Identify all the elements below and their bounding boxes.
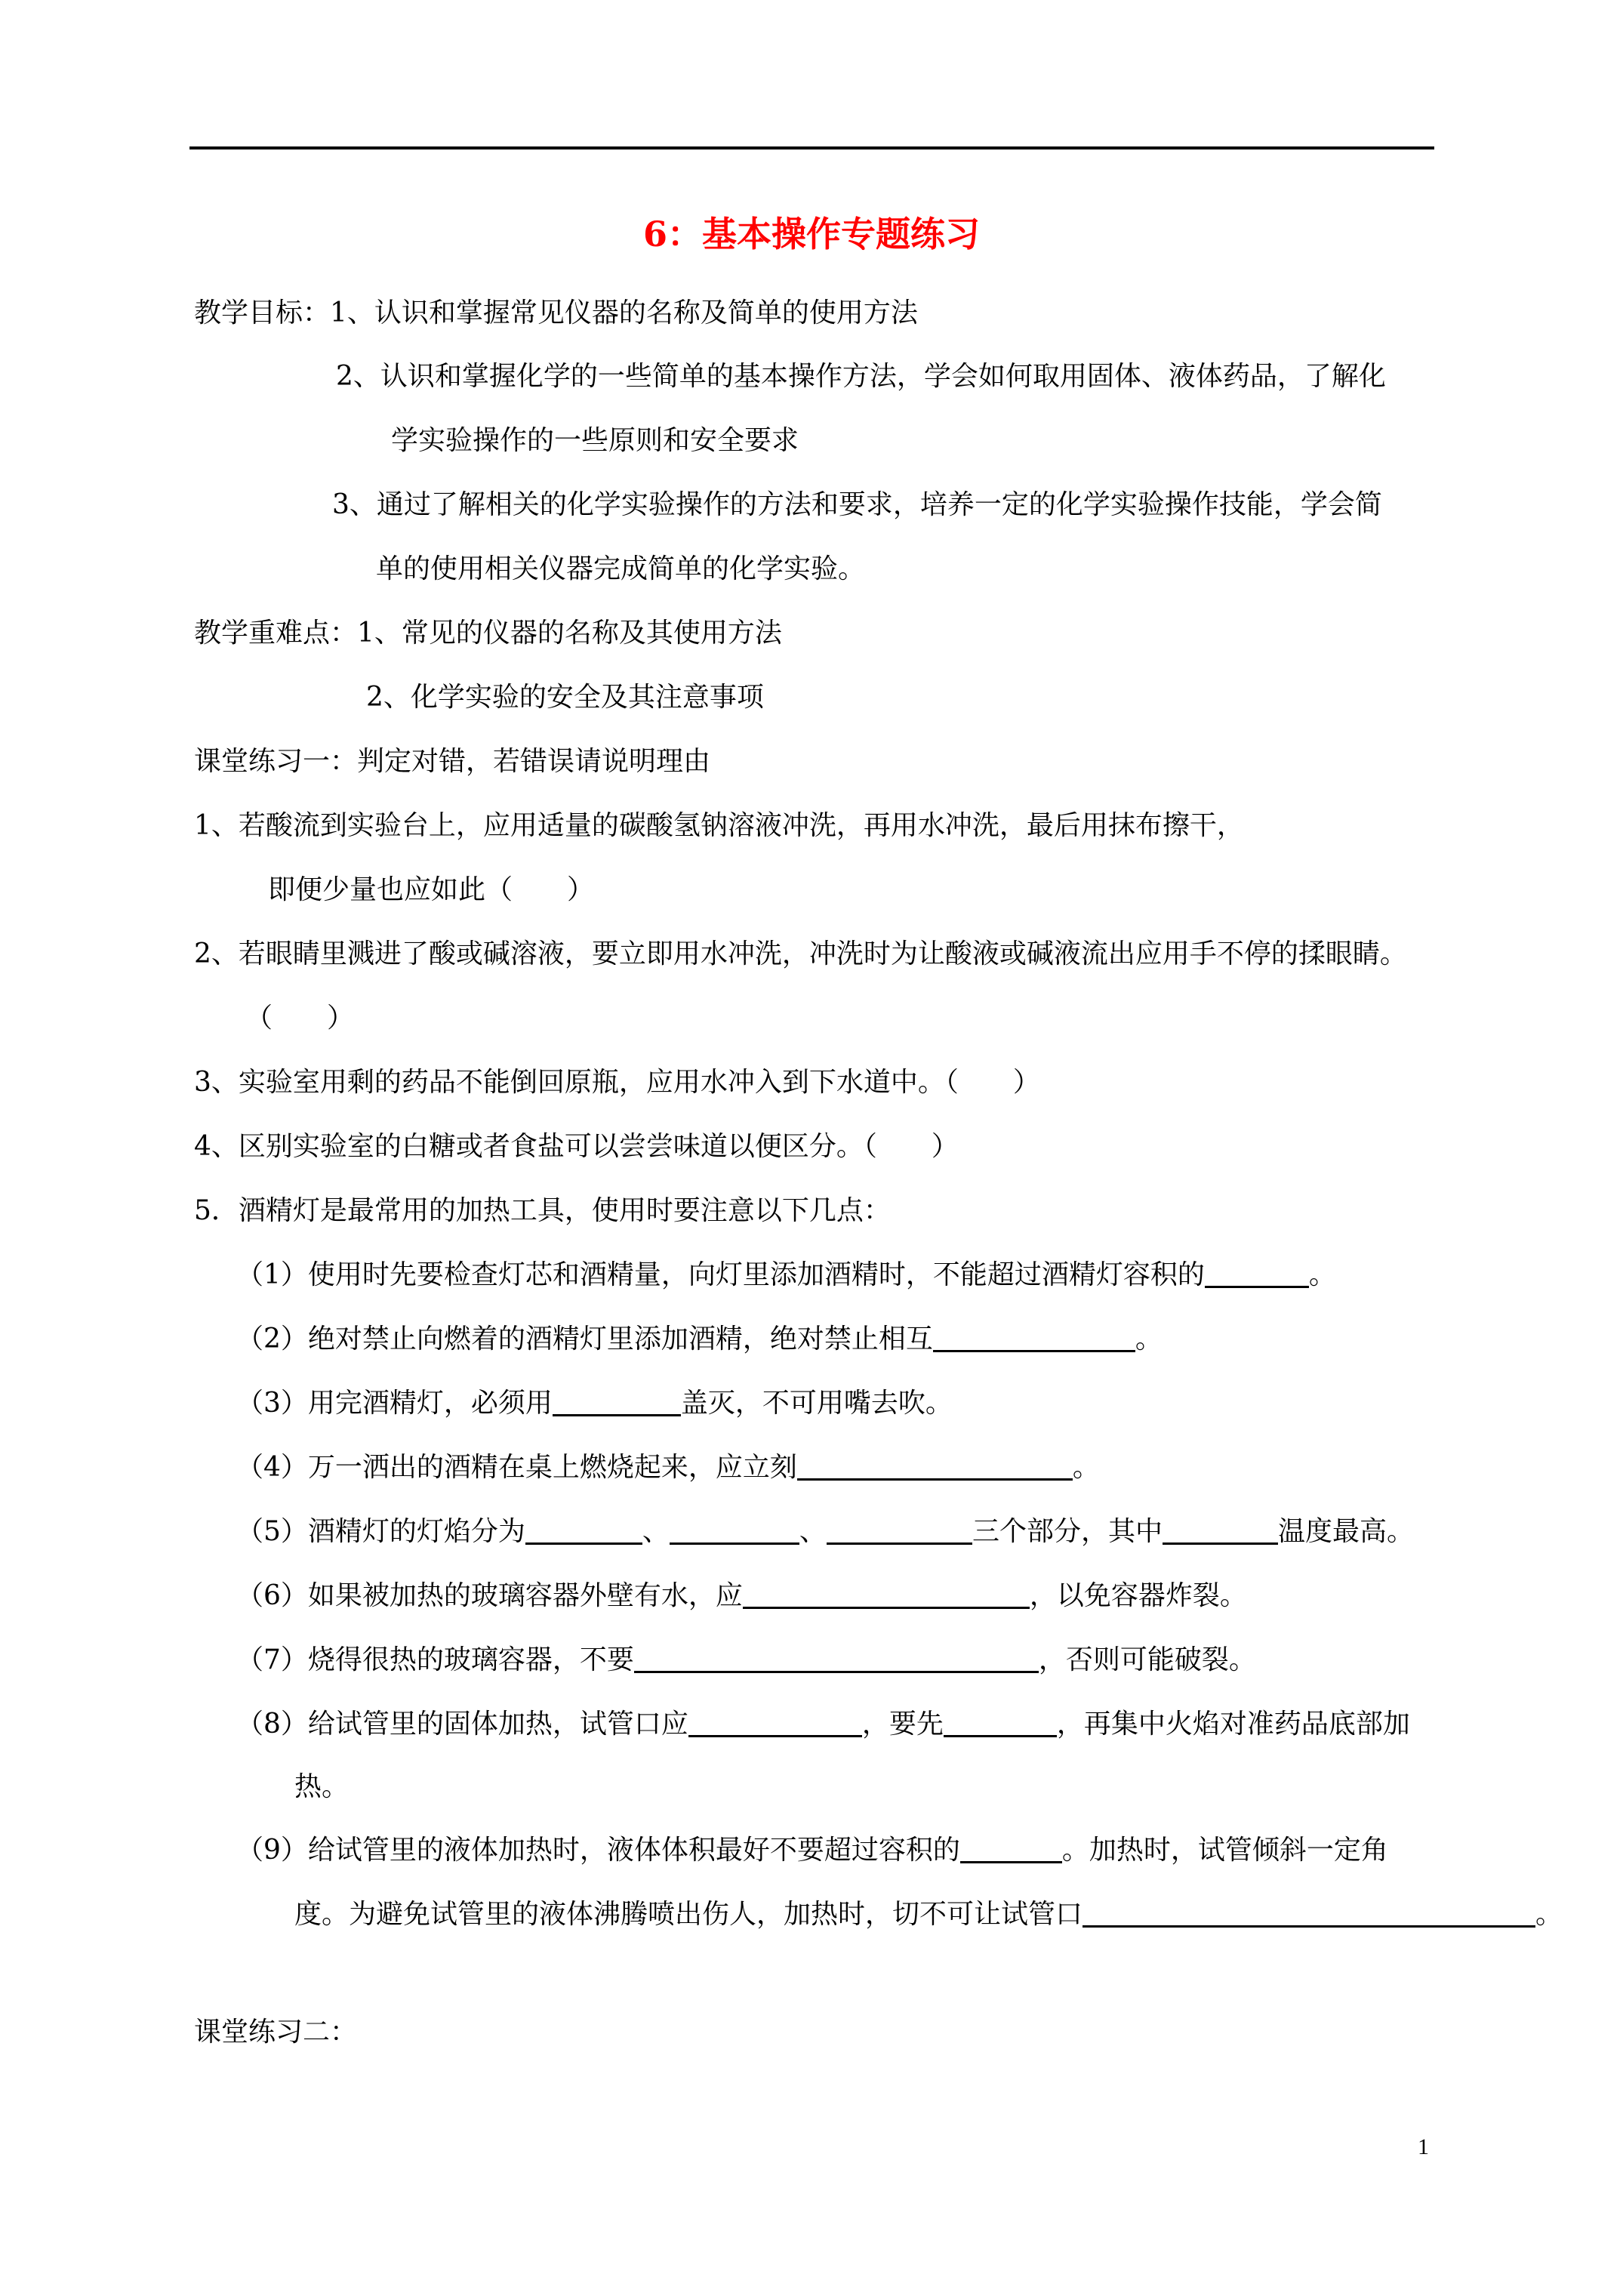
sub-item-text: 。 <box>1072 1452 1100 1483</box>
sub-item-text: 。 <box>1135 1324 1163 1354</box>
sub-item-2 <box>236 1321 1163 1358</box>
key-points-label: 教学重难点： <box>194 618 358 649</box>
fill-blank[interactable] <box>743 1581 1030 1609</box>
fill-blank[interactable] <box>1163 1517 1278 1545</box>
objectives-line-1 <box>194 295 918 331</box>
fill-blank[interactable] <box>634 1645 1039 1673</box>
objective-item: 3、通过了解相关的化学实验操作的方法和要求，培养一定的化学实验操作技能，学会简 <box>332 489 1382 520</box>
objectives-label: 教学目标： <box>194 297 331 328</box>
objective-item-continued: 单的使用相关仪器完成简单的化学实验。 <box>376 553 866 584</box>
sub-item-5 <box>236 1514 1414 1550</box>
key-points-line-1 <box>194 615 782 652</box>
fill-blank[interactable] <box>688 1709 862 1737</box>
page-title: 6：基本操作专题练习 <box>642 214 980 254</box>
sub-item-text: （5）酒精灯的灯焰分为 <box>236 1516 525 1547</box>
sub-item-text: ，以免容器炸裂。 <box>1029 1580 1247 1611</box>
fill-blank[interactable] <box>525 1517 642 1545</box>
question-2: 2、若眼睛里溅进了酸或碱溶液，要立即用水冲洗，冲洗时为让酸液或碱液流出应用手不停的揉眼睛。 <box>194 938 1407 969</box>
sub-item-9 <box>236 1832 1388 1869</box>
page-number: 1 <box>1418 2134 1429 2159</box>
fill-blank[interactable] <box>933 1324 1135 1352</box>
question-3: 3、实验室用剩的药品不能倒回原瓶，应用水冲入到下水道中。（ ） <box>194 1067 1040 1098</box>
fill-blank[interactable] <box>960 1835 1062 1863</box>
sub-item-text: （7）烧得很热的玻璃容器，不要 <box>236 1644 634 1675</box>
fill-blank[interactable] <box>944 1709 1057 1737</box>
question-1: 1、若酸流到实验台上，应用适量的碳酸氢钠溶液冲洗，再用水冲洗，最后用抹布擦干， <box>194 810 1244 841</box>
sub-item-text: ，再集中火焰对准药品底部加 <box>1056 1709 1410 1740</box>
fill-blank[interactable] <box>827 1517 972 1545</box>
sub-item-text: （9）给试管里的液体加热时，液体体积最好不要超过容积的 <box>236 1835 960 1866</box>
header-rule <box>189 146 1434 149</box>
sub-item-text: （4）万一洒出的酒精在桌上燃烧起来，应立刻 <box>236 1452 797 1483</box>
key-point-item: 1、常见的仪器的名称及其使用方法 <box>357 618 782 649</box>
fill-blank[interactable] <box>1205 1260 1309 1288</box>
objective-item: 1、认识和掌握常见仪器的名称及简单的使用方法 <box>330 297 918 328</box>
fill-blank[interactable] <box>670 1517 799 1545</box>
sub-item-text: （2）绝对禁止向燃着的酒精灯里添加酒精，绝对禁止相互 <box>236 1324 933 1354</box>
sub-item-text: （1）使用时先要检查灯芯和酒精量，向灯里添加酒精时，不能超过酒精灯容积的 <box>236 1259 1205 1290</box>
exercise1-heading: 课堂练习一：判定对错，若错误请说明理由 <box>194 746 711 777</box>
fill-blank[interactable] <box>797 1453 1073 1481</box>
sub-item-7 <box>236 1642 1256 1678</box>
question-4: 4、区别实验室的白糖或者食盐可以尝尝味道以便区分。（ ） <box>194 1131 959 1162</box>
sub-item-text: 、 <box>799 1516 827 1547</box>
objective-item: 2、认识和掌握化学的一些简单的基本操作方法，学会如何取用固体、液体药品，了解化 <box>336 361 1386 392</box>
sub-item-text: （6）如果被加热的玻璃容器外壁有水，应 <box>236 1580 743 1611</box>
sub-item-text: 度。为避免试管里的液体沸腾喷出伤人，加热时，切不可让试管口 <box>294 1899 1083 1930</box>
sub-item-text: 三个部分，其中 <box>972 1516 1163 1547</box>
objective-item-continued: 学实验操作的一些原则和安全要求 <box>391 425 799 456</box>
sub-item-8 <box>236 1706 1410 1743</box>
exercise2-heading: 课堂练习二： <box>194 2017 358 2048</box>
sub-item-text: 。 <box>1535 1899 1563 1930</box>
sub-item-4 <box>236 1450 1100 1486</box>
sub-item-text: ，要先 <box>861 1709 944 1740</box>
fill-blank[interactable] <box>1083 1900 1535 1928</box>
sub-item-text: （3）用完酒精灯，必须用 <box>236 1388 553 1419</box>
sub-item-6 <box>236 1578 1247 1614</box>
key-point-item: 2、化学实验的安全及其注意事项 <box>366 682 764 713</box>
question-1-continued: 即便少量也应如此（ ） <box>268 874 595 905</box>
sub-item-text: 。 <box>1308 1259 1336 1290</box>
sub-item-text: （8）给试管里的固体加热，试管口应 <box>236 1709 688 1740</box>
sub-item-text: 温度最高。 <box>1277 1516 1414 1547</box>
sub-item-9-continued <box>294 1897 1563 1933</box>
sub-item-1 <box>236 1257 1336 1293</box>
sub-item-text: 盖灭，不可用嘴去吹。 <box>680 1388 953 1419</box>
question-2-answer-brackets: （ ） <box>245 1003 355 1034</box>
question-5-intro: 5．酒精灯是最常用的加热工具，使用时要注意以下几点： <box>194 1195 891 1226</box>
sub-item-8-continued: 热。 <box>294 1771 350 1802</box>
sub-item-text: ，否则可能破裂。 <box>1038 1644 1256 1675</box>
sub-item-text: 。加热时，试管倾斜一定角 <box>1061 1835 1388 1866</box>
sub-item-text: 、 <box>642 1516 670 1547</box>
fill-blank[interactable] <box>553 1388 681 1416</box>
sub-item-3 <box>236 1385 953 1422</box>
